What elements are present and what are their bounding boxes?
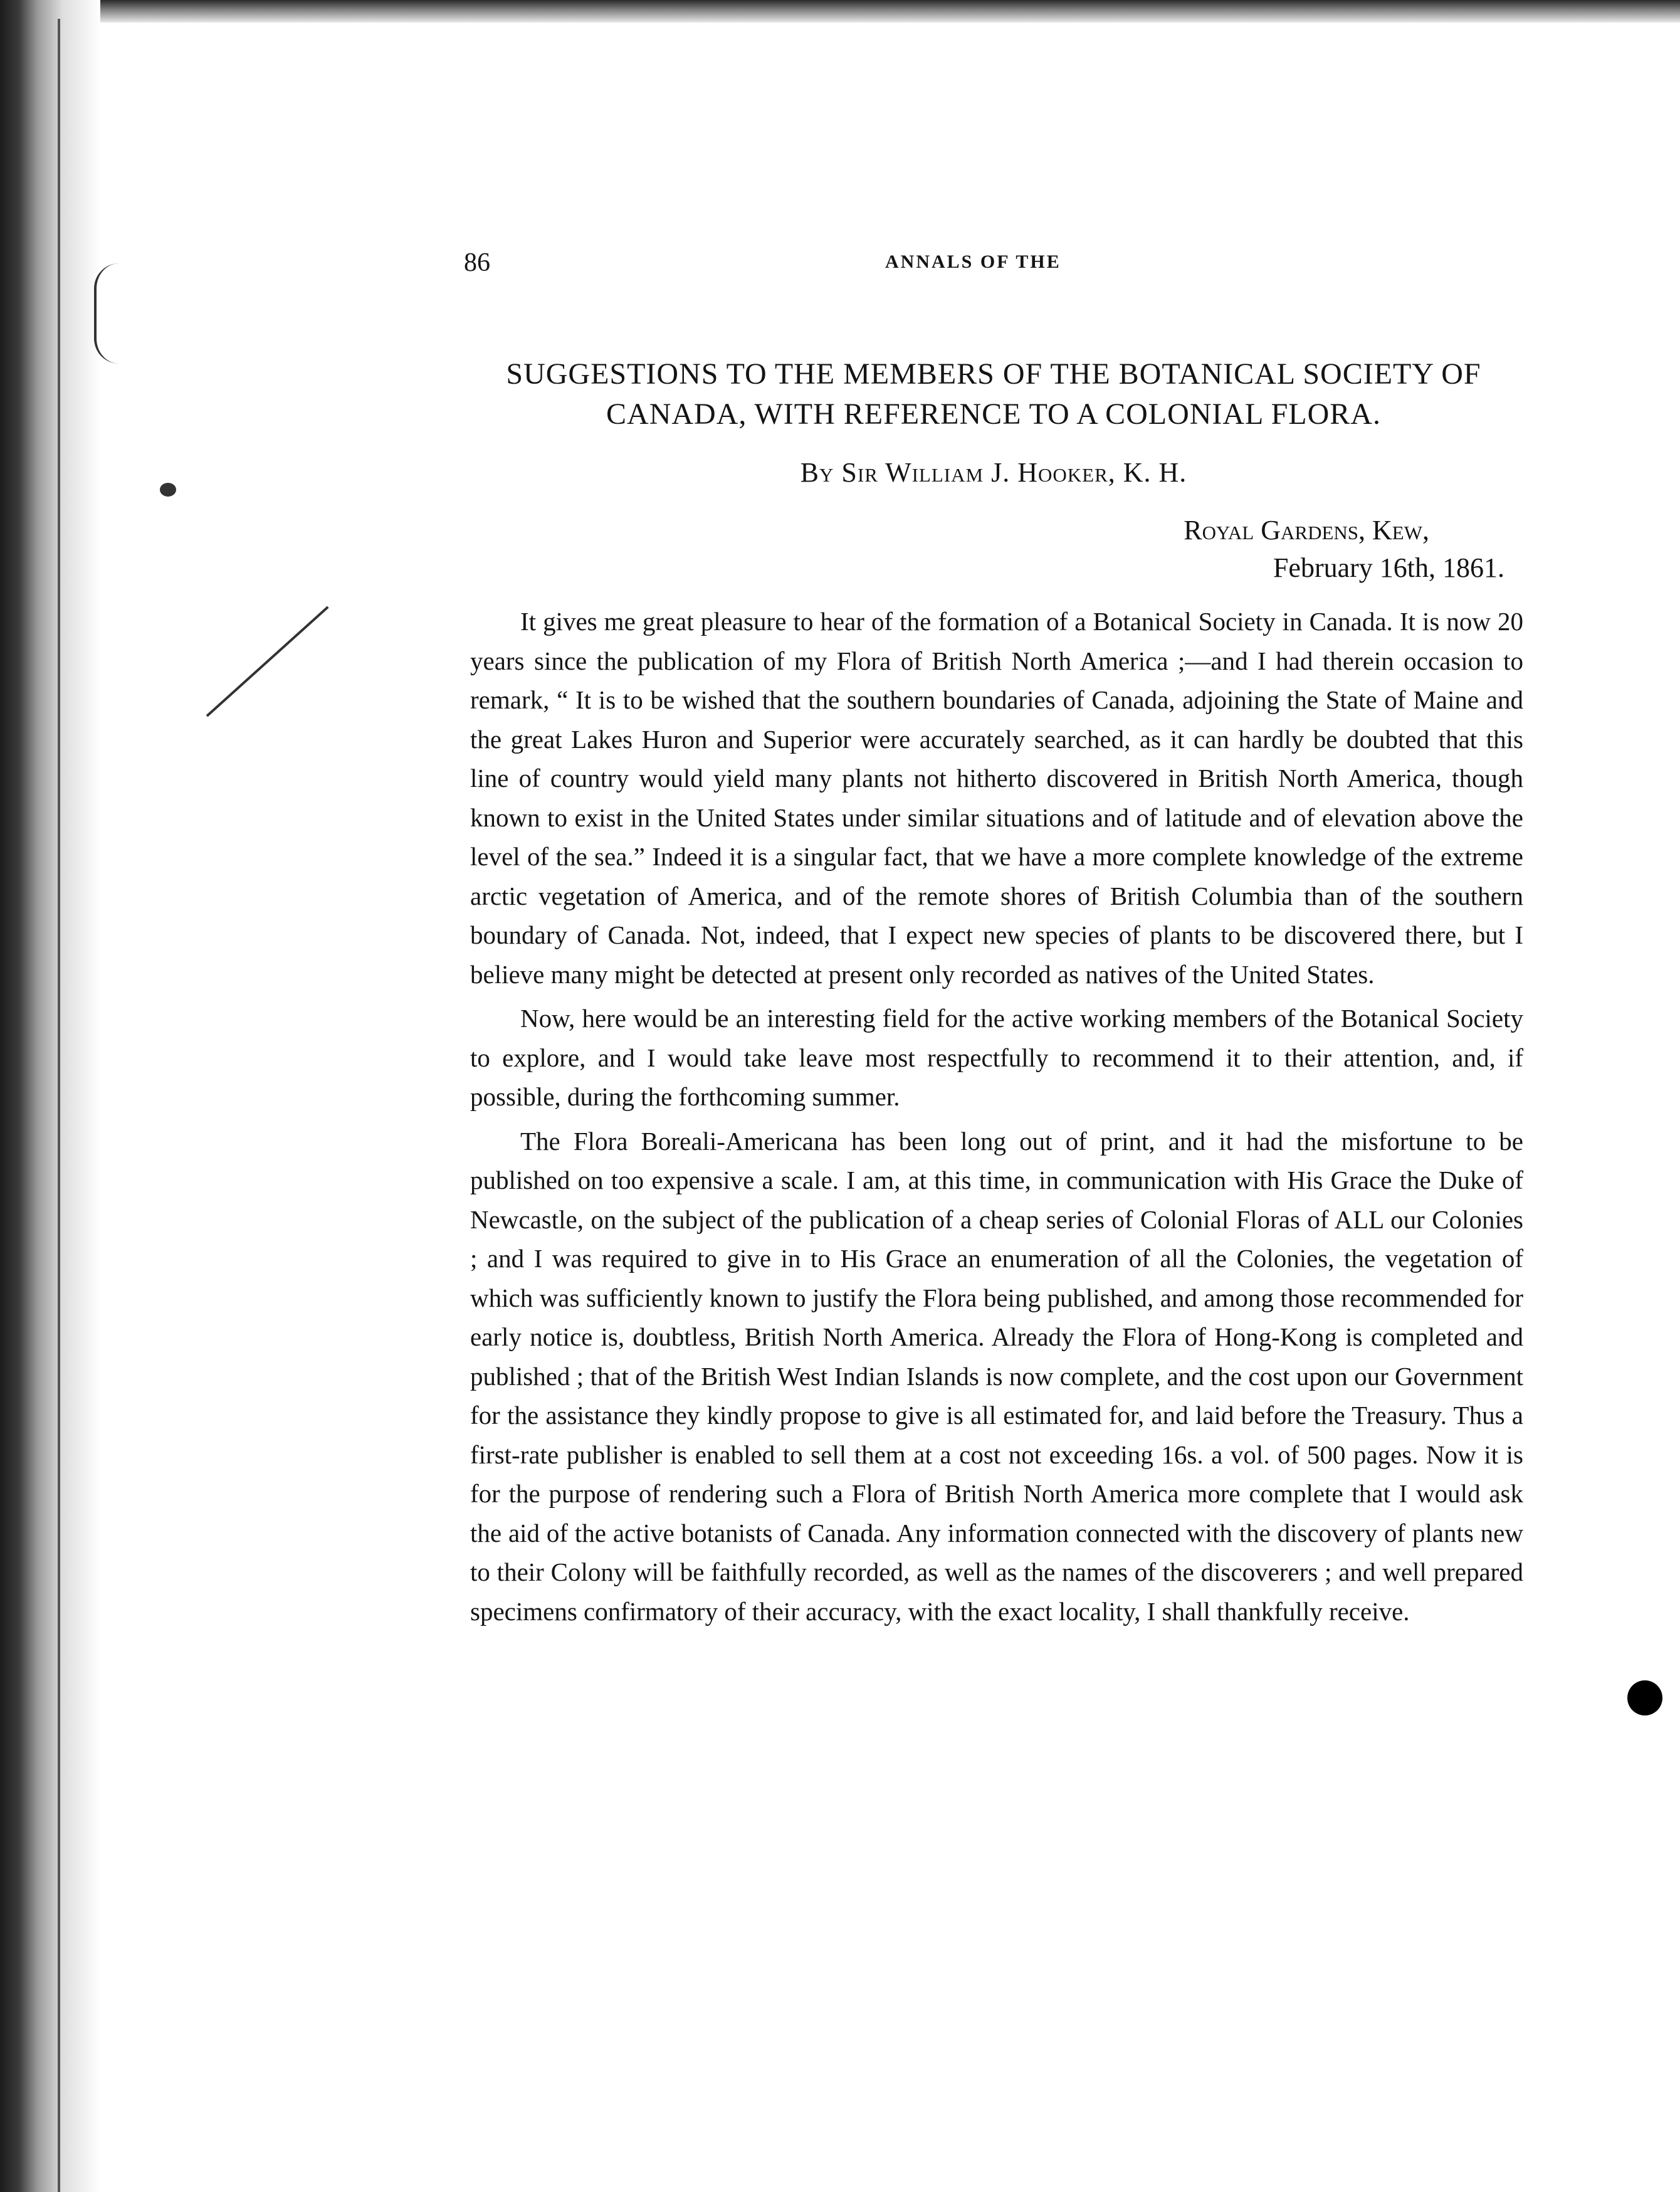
dateline-place: Royal Gardens, Kew, bbox=[1184, 515, 1429, 545]
ink-spot bbox=[160, 483, 176, 497]
running-head: ANNALS OF THE bbox=[885, 251, 1061, 272]
margin-pencil-mark bbox=[94, 263, 122, 364]
page-header bbox=[464, 248, 1530, 292]
ink-blot bbox=[1627, 1680, 1662, 1715]
page-fold-line bbox=[58, 19, 60, 2192]
dateline bbox=[940, 512, 1504, 587]
article-body bbox=[470, 602, 1523, 1631]
paragraph-1: It gives me great pleasure to hear of the formation of a Botanical Society in Canada. It is now 20 years since the publication of my Flora of British North America ;—and I had therein occasion to remark, “ It is to be wished that the southern boundaries of Canada, adjoining the State of Maine and the great Lakes Huron and Superior were accurately searched, as it can hardly be doubted that this line of country would yield many plants not hitherto discovered in British North America, though known to exist in the United States under similar situations and of latitude and of elevation above the level of the sea.” Indeed it is a singular fact, that we have a more complete knowledge of the extreme arctic vegetation of America, and of the remote shores of British Columbia than of the southern boundary of Canada. Not, indeed, that I expect new species of plants to be discovered there, but I believe many might be detected at present only recorded as natives of the United States. bbox=[470, 607, 1523, 989]
paragraph-2: Now, here would be an interesting field for the active working members of the Botanical Society to explore, and I would take leave most respectfully to recommend it to their attention, and, if possible, during the forthcoming summer. bbox=[470, 1004, 1523, 1111]
title-line-1: SUGGESTIONS TO THE MEMBERS OF THE BOTANICAL SOCIETY OF bbox=[506, 357, 1481, 391]
page-number: 86 bbox=[464, 248, 490, 277]
byline: By Sir William J. Hooker, K. H. bbox=[800, 457, 1187, 488]
dateline-date: February 16th, 1861. bbox=[1273, 552, 1504, 583]
article-title bbox=[464, 354, 1523, 435]
scan-edge-left bbox=[0, 0, 100, 2192]
margin-slash-mark bbox=[206, 606, 329, 717]
scan-edge-top bbox=[0, 0, 1680, 23]
paragraph-3: The Flora Boreali-Americana has been long out of print, and it had the misfortune to be published on too expensive a scale. I am, at this time, in communication with His Grace the Duke of Newcastle, on the subject of the publication of a cheap series of Colonial Floras of ALL our Colonies ; and I was required to give in to His Grace an enumeration of all the Colonies, the vegetation of which was sufficiently known to justify the Flora being published, and among those recommended for early notice is, doubtless, British North America. Already the Flora of Hong-Kong is completed and published ; that of the British West Indian Islands is now complete, and the cost upon our Government for the assistance they kindly propose to give is all estimated for, and laid before the Treasury. Thus a first-rate publisher is enabled to sell them at a cost not exceeding 16s. a vol. of 500 pages. Now it is for the purpose of rendering such a Flora of British North America more complete that I would ask the aid of the active botanists of Canada. Any information connected with the discovery of plants new to their Colony will be faithfully recorded, as well as the names of the discoverers ; and well prepared specimens confirmatory of their accuracy, with the exact locality, I shall thankfully receive. bbox=[470, 1126, 1523, 1626]
title-line-2: CANADA, WITH REFERENCE TO A COLONIAL FLORA. bbox=[606, 398, 1381, 431]
